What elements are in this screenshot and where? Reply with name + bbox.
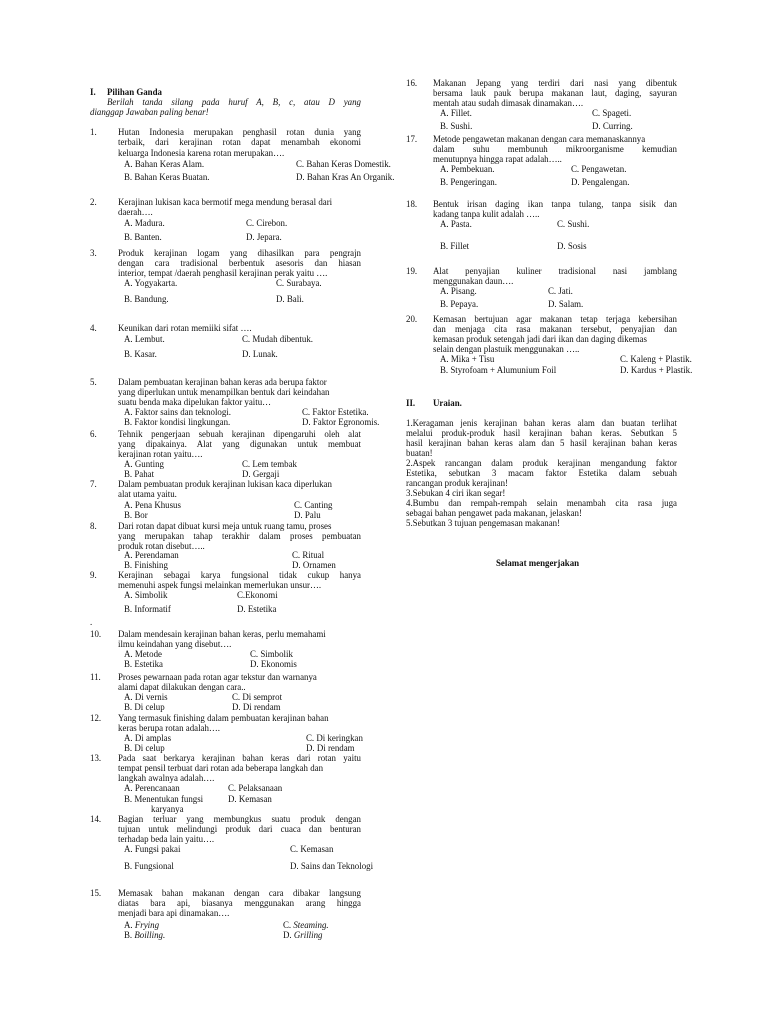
question-text: interior, tempat /daerah penghasil kerajinan perak yaitu ….: [118, 268, 328, 278]
option-a[interactable]: A. Pembekuan.: [440, 164, 495, 174]
question-number: 8.: [90, 521, 97, 531]
option-a[interactable]: A. Fungsi pakai: [124, 844, 181, 854]
option-d[interactable]: D. Curring.: [592, 121, 633, 131]
option-a[interactable]: A. Mika + Tisu: [440, 354, 495, 364]
option-c[interactable]: C. Jati.: [548, 286, 573, 296]
question-number: 15.: [90, 888, 102, 898]
option-b[interactable]: B. Finishing: [124, 560, 168, 570]
question-number: 1.: [90, 127, 97, 137]
option-d[interactable]: D. Gergaji: [242, 469, 280, 479]
option-d[interactable]: D. Faktor Egronomis.: [302, 417, 380, 427]
essay-question-5: 5.Sebutkan 3 tujuan pengemasan makanan!: [406, 518, 561, 528]
essay-text: hasil kerajinan bahan keras alam dan 5 hasil kerajinan bahan keras: [406, 438, 677, 448]
option-c[interactable]: C.Ekonomi: [237, 590, 278, 600]
option-d[interactable]: [283, 930, 322, 940]
option-c[interactable]: C. Simbolik: [250, 649, 293, 659]
option-a[interactable]: A. Simbolik: [124, 590, 168, 600]
question-text: alat utama yaitu.: [118, 489, 177, 499]
question-text: Kerajinan sebagai karya fungsional tidak cukup hanya: [118, 570, 361, 580]
essay-text: Estetika, sebutkan 3 macam faktor Estetika dalam sebuah: [406, 468, 677, 478]
question-text: Dalam mendesain kerajinan bahan keras, perlu memahami: [118, 629, 326, 639]
question-text: alami dapat dilakukan dengan cara..: [118, 682, 246, 692]
question-text: menggunakan daun….: [433, 276, 514, 286]
option-d[interactable]: D. Di rendam: [306, 743, 355, 753]
stray-dot: .: [90, 617, 93, 627]
option-a[interactable]: A. Yogyakarta.: [124, 278, 178, 288]
essay-text: 2.Aspek rancangan dalam produk kerajinan mengandung faktor: [406, 458, 677, 468]
option-a[interactable]: A. Di vernis: [124, 692, 168, 702]
option-b[interactable]: B. Di celup: [124, 743, 165, 753]
closing-text: Selamat mengerjakan: [496, 558, 580, 568]
question-number: 20.: [406, 314, 418, 324]
question-text: Pada saat berkarya kerajinan bahan keras dari rotan yaitu: [118, 753, 361, 763]
option-a[interactable]: A. Pena Khusus: [124, 500, 181, 510]
question-text: Kerajinan lukisan kaca bermotif mega mendung berasal dari: [118, 197, 333, 207]
question-text: ilmu keindahan yang disebut….: [118, 639, 232, 649]
option-a[interactable]: A. Di amplas: [124, 733, 172, 743]
question-number: 12.: [90, 713, 102, 723]
option-b[interactable]: [124, 930, 165, 940]
option-b[interactable]: B. Faktor kondisi lingkungan.: [124, 417, 231, 427]
option-d[interactable]: D. Ekonomis: [250, 659, 297, 669]
option-d[interactable]: D. Bali.: [276, 294, 304, 304]
option-b[interactable]: B. Menentukan fungsi: [124, 794, 204, 804]
question-text: suatu benda maka dipelukan faktor yaitu…: [118, 397, 272, 407]
option-c[interactable]: C. Bahan Keras Domestik.: [296, 159, 391, 169]
question-number: 13.: [90, 753, 102, 763]
question-text: terbaik, dari kerajinan rotan dapat menambah ekonomi: [118, 137, 361, 147]
option-c[interactable]: C. Spageti.: [592, 108, 632, 118]
option-b[interactable]: B. Pahat: [124, 469, 155, 479]
option-b[interactable]: B. Informatif: [124, 604, 171, 614]
option-d[interactable]: D. Estetika: [237, 604, 277, 614]
question-text: Makanan Jepang yang terdiri dari nasi yang dibentuk: [433, 78, 677, 88]
essay-question-3: 3.Sebukan 4 ciri ikan segar!: [406, 488, 506, 498]
question-text: langkah awalnya adalah….: [118, 773, 215, 783]
option-d[interactable]: D. Jepara.: [246, 232, 282, 242]
essay-text: 4.Bumbu dan rempah-rempah selain menambah cita rasa juga: [406, 498, 677, 508]
option-c[interactable]: C. Faktor Estetika.: [302, 407, 369, 417]
question-number: 5.: [90, 377, 97, 387]
option-letter: B.: [124, 930, 135, 940]
section-heading: Pilihan Ganda: [107, 87, 162, 97]
question-text: dalam suhu membunuh mikroorganisme kemudian: [433, 144, 677, 154]
question-text: Bagian terluar yang membungkus suatu produk dengan: [118, 814, 361, 824]
essay-text: 1.Keragaman jenis kerajinan bahan keras alam dan buatan terlihat: [406, 418, 677, 428]
instruction-line: Berilah tanda silang pada huruf A, B, c, atau D yang: [107, 97, 361, 107]
option-b[interactable]: B. Banten.: [124, 232, 162, 242]
option-b[interactable]: B. Sushi.: [440, 121, 473, 131]
question-text: keluarga Indonesia karena rotan merupakan….: [118, 148, 285, 158]
option-a[interactable]: A. Pasta.: [440, 219, 472, 229]
question-number: 9.: [90, 570, 97, 580]
option-a[interactable]: A. Madura.: [124, 218, 165, 228]
option-c[interactable]: [283, 920, 329, 930]
option-a[interactable]: A. Metode: [124, 649, 162, 659]
essay-text: buatan!: [406, 448, 433, 458]
option-c[interactable]: C. Pengawetan.: [571, 164, 627, 174]
option-a[interactable]: A. Pisang.: [440, 286, 477, 296]
question-text: memenuhi aspek fungsi melainkan memerlukan unsur….: [118, 580, 322, 590]
question-text: daerah….: [118, 207, 153, 217]
instruction-line: dianggap Jawaban paling benar!: [90, 107, 209, 117]
question-text: Alat penyajian kuliner tradisional nasi jamblang: [433, 266, 677, 276]
section-heading-number: I.: [90, 87, 96, 97]
option-b[interactable]: B. Bor: [124, 510, 148, 520]
option-c[interactable]: C. Sushi.: [557, 219, 590, 229]
question-number: 4.: [90, 323, 97, 333]
question-text: tempat pensil terbuat dari rotan ada beberapa langkah dan: [118, 763, 324, 773]
essay-text: melalui produk-produk hasil kerajinan bahan keras. Sebutkan 5: [406, 428, 677, 438]
essay-text: rancangan produk kerajinan!: [406, 478, 509, 488]
option-a[interactable]: [124, 920, 159, 930]
option-b[interactable]: B. Bahan Keras Buatan.: [124, 172, 210, 182]
question-number: 10.: [90, 629, 102, 639]
question-text: dengan cara tradisional berbentuk asesoris dan hiasan: [118, 258, 361, 268]
question-text: Hutan Indonesia merupakan penghasil rotan dunia yang: [118, 127, 361, 137]
option-d[interactable]: D. Ornamen: [292, 560, 336, 570]
option-d[interactable]: D. Kemasan: [228, 794, 272, 804]
question-text: kadang tanpa kulit adalah …..: [433, 209, 540, 219]
question-number: 2.: [90, 197, 97, 207]
option-d[interactable]: D. Palu: [294, 510, 321, 520]
question-text: tujuan untuk melindungi produk dari cuaca dan benturan: [118, 824, 361, 834]
option-a[interactable]: A. Bahan Keras Alam.: [124, 159, 205, 169]
option-c[interactable]: C. Ritual: [292, 550, 325, 560]
option-b[interactable]: B. Bandung.: [124, 294, 169, 304]
option-d[interactable]: D. Di rendam: [232, 702, 281, 712]
question-number: 6.: [90, 429, 97, 439]
question-text: Metode pengawetan makanan dengan cara memanaskannya: [433, 134, 646, 144]
question-text: bersama lauk pauk berupa makanan laut, daging, sayuran: [433, 88, 677, 98]
essay-text: sebagai bahan pengawet pada makanan, jelaskan!: [406, 508, 582, 518]
question-text: kerajinan rotan yaitu….: [118, 449, 203, 459]
option-b-continued: karyanya: [151, 804, 184, 814]
question-text: diatas bara api, biasanya menggunakan arang hingga: [118, 898, 361, 908]
option-b[interactable]: B. Fillet: [440, 241, 470, 251]
option-letter: C.: [283, 920, 294, 930]
question-text: Produk kerajinan logam yang dihasilkan para pengrajn: [118, 248, 361, 258]
question-text: keras berupa rotan adalah….: [118, 723, 221, 733]
option-b[interactable]: B. Kasar.: [124, 349, 157, 359]
option-c[interactable]: C. Mudah dibentuk.: [242, 334, 313, 344]
question-text: mentah atau sudah dimasak dinamakan….: [433, 98, 584, 108]
question-number: 3.: [90, 248, 97, 258]
option-b[interactable]: B. Estetika: [124, 659, 163, 669]
option-b[interactable]: B. Fungsional: [124, 861, 174, 871]
question-text: Tehnik pengerjaan sebuah kerajinan dipengaruhi oleh alat: [118, 429, 361, 439]
option-b[interactable]: B. Styrofoam + Alumunium Foil: [440, 365, 557, 375]
question-text: Memasak bahan makanan dengan cara dibakar langsung: [118, 888, 361, 898]
question-text: kemasan produk setengah jadi dari ikan dan daging dikemas: [433, 334, 647, 344]
option-c[interactable]: C. Di semprot: [232, 692, 283, 702]
question-number: 7.: [90, 479, 97, 489]
section-heading: Uraian.: [433, 398, 462, 408]
question-text: yang diperlukan untuk menampilkan bentuk dari keindahan: [118, 387, 330, 397]
question-text: menutupnya hingga rapat adalah…..: [433, 154, 562, 164]
option-c[interactable]: C. Kaleng + Plastik.: [620, 354, 692, 364]
option-c[interactable]: C. Di keringkan: [306, 733, 363, 743]
question-text: Dalam pembuatan kerajinan bahan keras ada berupa faktor: [118, 377, 327, 387]
question-text: terhadap beda lain yaitu….: [118, 834, 215, 844]
question-text: Keunikan dari rotan memiiki sifat ….: [118, 323, 252, 333]
question-number: 19.: [406, 266, 418, 276]
question-text: Kemasan bertujuan agar makanan tetap terjaga kebersihan: [433, 314, 677, 324]
option-letter: D.: [283, 930, 294, 940]
option-d[interactable]: D. Bahan Kras An Organik.: [296, 172, 395, 182]
option-c[interactable]: C. Kemasan: [290, 844, 334, 854]
question-number: 16.: [406, 78, 418, 88]
option-d[interactable]: D. Lunak.: [242, 349, 278, 359]
option-c[interactable]: C. Lem tembak: [242, 459, 297, 469]
question-text: produk rotan disebut…..: [118, 541, 205, 551]
option-a[interactable]: A. Faktor sains dan teknologi.: [124, 407, 231, 417]
option-c[interactable]: C. Surabaya.: [276, 278, 322, 288]
option-b[interactable]: B. Pengeringan.: [440, 177, 497, 187]
option-a[interactable]: A. Perencanaan: [124, 783, 180, 793]
question-number: 17.: [406, 134, 418, 144]
question-number: 11.: [90, 672, 101, 682]
option-b[interactable]: B. Di celup: [124, 702, 165, 712]
option-c[interactable]: C. Cirebon.: [246, 218, 288, 228]
option-d[interactable]: D. Kardus + Plastik.: [620, 365, 693, 375]
option-a[interactable]: A. Lembut.: [124, 334, 165, 344]
option-text: Boilling.: [134, 930, 166, 940]
question-text: Dari rotan dapat dibuat kursi meja untuk ruang tamu, proses: [118, 521, 332, 531]
question-text: yang merupakan tahap terakhir dalam proses pembuatan: [118, 531, 361, 541]
option-c[interactable]: C. Canting: [294, 500, 333, 510]
question-text: Proses pewarnaan pada rotan agar tekstur dan warnanya: [118, 672, 317, 682]
option-a[interactable]: A. Fillet.: [440, 108, 472, 118]
question-text: dan menjaga cita rasa makanan tersebut, penyajian dan: [433, 324, 677, 334]
option-c[interactable]: C. Pelaksanaan: [228, 783, 283, 793]
question-text: Dalam pembuatan produk kerajinan lukisan kaca diperlukan: [118, 479, 332, 489]
option-d[interactable]: D. Pengalengan.: [571, 177, 630, 187]
option-text: Frying: [134, 920, 160, 930]
question-text: Bentuk irisan daging ikan tanpa tulang, tanpa sisik dan: [433, 199, 677, 209]
option-b[interactable]: B. Pepaya.: [440, 299, 479, 309]
option-letter: A.: [124, 920, 135, 930]
section-heading-number: II.: [406, 398, 416, 408]
question-text: yang dipakainya. Alat yang digunakan untuk membuat: [118, 439, 361, 449]
option-d[interactable]: D. Sosis: [557, 241, 587, 251]
question-number: 14.: [90, 814, 102, 824]
option-text: Grilling: [293, 930, 323, 940]
question-number: 18.: [406, 199, 418, 209]
option-text: Steaming.: [293, 920, 329, 930]
option-a[interactable]: A. Perendaman: [124, 550, 179, 560]
option-d[interactable]: D. Salam.: [548, 299, 584, 309]
question-text: selain dengan plastuik menggunakan …..: [433, 344, 580, 354]
option-a[interactable]: A. Gunting: [124, 459, 164, 469]
option-d[interactable]: D. Sains dan Teknologi: [290, 861, 374, 871]
question-text: Yang termasuk finishing dalam pembuatan kerajinan bahan: [118, 713, 329, 723]
question-text: menjadi bara api dinamakan….: [118, 908, 230, 918]
